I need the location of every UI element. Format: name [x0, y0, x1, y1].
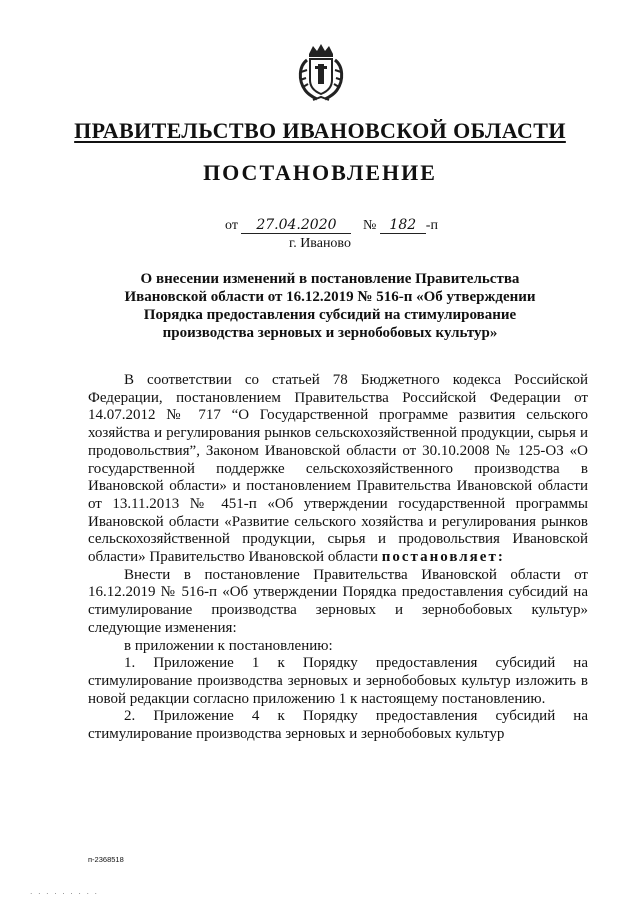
number-suffix: -п [425, 218, 438, 233]
date-number-line [225, 218, 438, 234]
body-text [88, 372, 588, 744]
decree-word: постановляет: [381, 549, 505, 566]
coat-of-arms-emblem [295, 42, 347, 104]
city: г. Иваново [289, 236, 351, 251]
paragraph-preamble: В соответствии со статьей 78 Бюджетного кодекса Российской Федерации, постановлением Правительства Российской Федерации от 14.07.2012 № 717 “О Государственной программе развития сельского хозяйства и регулирования рынков сельскохозяйственной продукции, сырья и продовольствия”, Законом Ивановской области от 30.10.2008 № 125-ОЗ «О государственной поддержке сельскохозяйственного производства в Ивановской области» и постановлением Правительства Ивановской области от 13.11.2013 № 451-п «Об утверждении государственной программы Ивановской области «Развитие сельского хозяйства и регулирования рынков сельскохозяйственной продукции, сырья и продовольствия Ивановской области» Правительство Ивановской области постановляет: [88, 372, 588, 566]
paragraph-item-1: 1. Приложение 1 к Порядку предоставления субсидий на стимулирование производства зерновых и зернобобовых культур изложить в новой редакции согласно приложению 1 к настоящему постановлению. [88, 655, 588, 707]
paragraph-amend: Внести в постановление Правительства Ивановской области от 16.12.2019 № 516-п «Об утверждении Порядка предоставления субсидий на стимулирование производства зерновых и зернобобовых культур» следующие изменения: [88, 566, 588, 636]
handwritten-number: 182 [380, 218, 426, 234]
document-type: ПОСТАНОВЛЕНИЕ [203, 160, 437, 185]
paragraph-item-2: 2. Приложение 4 к Порядку предоставления субсидий на стимулирование производства зерновых и зернобобовых культур [88, 708, 588, 743]
document-title: О внесении изменений в постановление Правительства Ивановской области от 16.12.2019 № 516-п «Об утверждении Порядка предоставления субсидий на стимулирование производства зерновых и зернобобовых культур» [124, 271, 536, 341]
government-name: ПРАВИТЕЛЬСТВО ИВАНОВСКОЙ ОБЛАСТИ [74, 118, 566, 143]
paragraph-annex: в приложении к постановлению: [124, 637, 333, 654]
scan-artifact: · · · · · · · · · [30, 890, 99, 898]
document-code: п-2368518 [88, 855, 124, 864]
number-sign: № [362, 218, 377, 233]
handwritten-date: 27.04.2020 [241, 218, 351, 234]
date-prefix: от [225, 218, 238, 233]
